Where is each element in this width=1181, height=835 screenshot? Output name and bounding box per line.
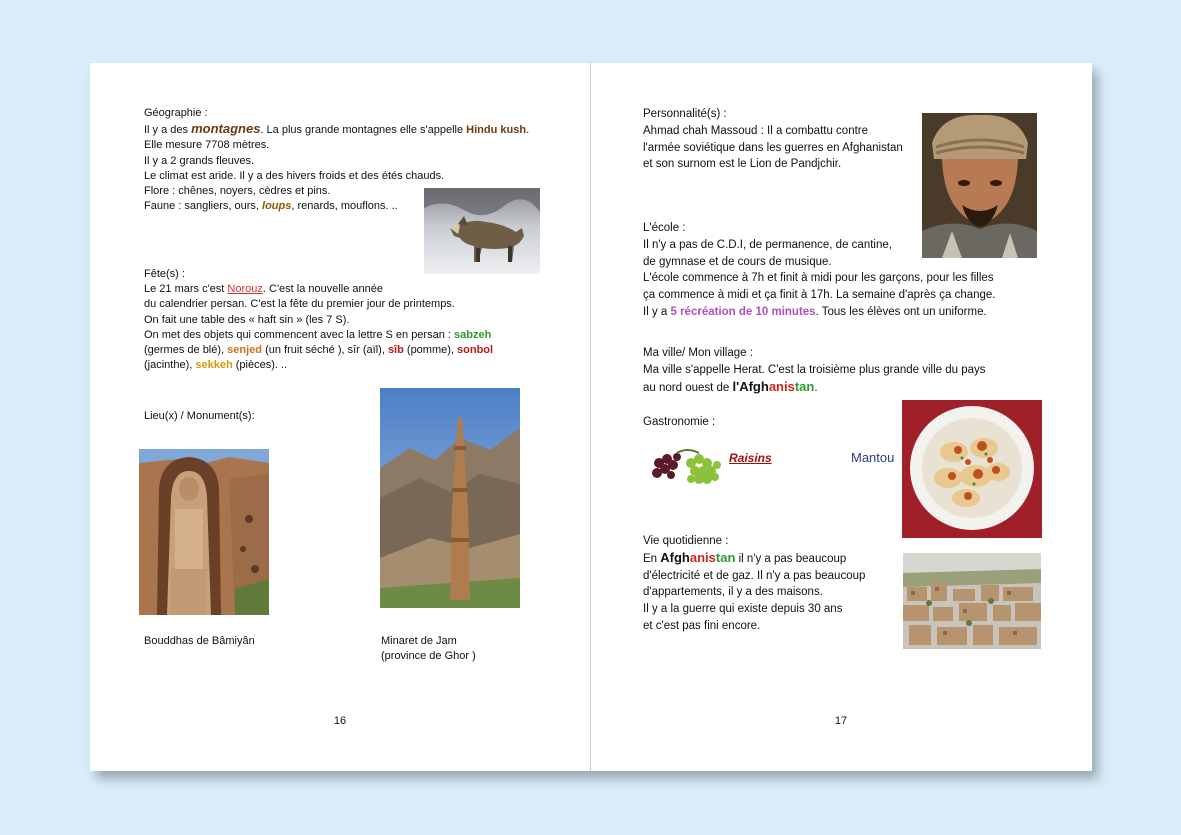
page-number-17: 17 — [834, 715, 848, 727]
vie-title: Vie quotidienne : — [643, 535, 729, 547]
ecole-line-2: de gymnase et de cours de musique. — [643, 255, 832, 268]
caption-bouddhas: Bouddhas de Bâmiyân — [144, 635, 255, 647]
ecole-line-4: ça commence à midi et ça finit à 17h. La semaine d'après ça change. — [643, 289, 996, 302]
gastro-section — [643, 414, 715, 431]
sabzeh-word: sabzeh — [454, 328, 492, 341]
vie-line-5: et c'est pas fini encore. — [643, 619, 761, 632]
vie-section — [643, 533, 865, 635]
hindu-kush-word: Hindu kush — [466, 124, 527, 137]
geo-line-1: Il y a des montagnes. La plus grande montagnes elle s'appelle Hindu kush. — [144, 121, 530, 137]
norouz-link[interactable]: Norouz — [227, 283, 263, 296]
caption-minaret — [381, 634, 476, 664]
vie-line-1: En Afghanistan il n'y a pas beaucoup — [643, 549, 847, 565]
sekkeh-word: sekkeh — [195, 359, 233, 372]
fete-line-3: On fait une table des « haft sin » (les 7 S). — [144, 313, 350, 326]
fete-line-1: Le 21 mars c'est Norouz. C'est la nouvelle année — [144, 283, 384, 296]
geo-line-4: Le climat est aride. Il y a des hivers froids et des étés chauds. — [144, 169, 445, 182]
gastro-title: Gastronomie : — [643, 416, 716, 428]
geo-line-3: Il y a 2 grands fleuves. — [144, 154, 255, 167]
caption-minaret-line-1: Minaret de Jam — [381, 635, 457, 647]
perso-title: Personnalité(s) : — [643, 108, 727, 120]
ecole-line-3: L'école commence à 7h et finit à midi pour les garçons, pour les filles — [643, 272, 994, 285]
perso-line-2: l'armée soviétique dans les guerres en Afghanistan — [643, 141, 903, 154]
perso-line-3: et son surnom est le Lion de Pandjchir. — [643, 158, 842, 171]
vie-line-2: d'électricité et de gaz. Il n'y a pas beaucoup — [643, 569, 866, 582]
ecole-section — [643, 220, 996, 321]
geo-line-6: Faune : sangliers, ours, loups, renards, mouflons. .. — [144, 200, 398, 213]
sib-word: sîb — [387, 344, 404, 357]
caption-minaret-line-2: (province de Ghor ) — [381, 650, 476, 662]
grapes-photo — [647, 447, 731, 491]
perso-section — [643, 106, 903, 173]
fete-line-4: On met des objets qui commencent avec la lettre S en persan : sabzeh — [144, 328, 492, 341]
fete-title: Fête(s) : — [144, 268, 185, 280]
fete-line-2: du calendrier persan. C'est la fête du premier jour de printemps. — [144, 298, 455, 311]
lieux-section — [144, 409, 255, 424]
herat-photo — [903, 553, 1041, 649]
buddha-photo — [139, 449, 269, 615]
recreation-text: 5 récréation de 10 minutes — [670, 305, 816, 318]
ecole-title: L'école : — [643, 222, 686, 234]
ville-line-1: Ma ville s'appelle Herat. C'est la troisième plus grande ville du pays — [643, 363, 986, 376]
fete-line-5: (germes de blé), senjed (un fruit séché ), sîr (aïl), sîb (pomme), sonbol — [144, 344, 494, 357]
sonbol-word: sonbol — [457, 344, 494, 357]
montagnes-word: montagnes — [191, 121, 261, 137]
page-number-16: 16 — [333, 715, 347, 727]
vie-line-3: d'appartements, il y a des maisons. — [643, 586, 823, 599]
ville-title: Ma ville/ Mon village : — [643, 347, 753, 359]
geo-line-2: Elle mesure 7708 mètres. — [144, 139, 270, 152]
ville-section — [643, 345, 986, 396]
fete-line-6: (jacinthe), sekkeh (pièces). .. — [144, 359, 288, 372]
ecole-line-1: Il n'y a pas de C.D.I, de permanence, de cantine, — [643, 238, 892, 251]
vie-line-4: Il y a la guerre qui existe depuis 30 ans — [643, 603, 843, 616]
senjed-word: senjed — [227, 344, 263, 357]
page-16 — [90, 63, 590, 771]
wolf-photo — [424, 188, 540, 274]
mantou-label: Mantou — [851, 450, 895, 465]
loups-word: loups — [262, 200, 292, 213]
minaret-photo — [380, 388, 520, 608]
geography-title: Géographie : — [144, 107, 208, 119]
fete-section — [144, 267, 493, 373]
geo-line-5: Flore : chênes, noyers, cèdres et pins. — [144, 185, 331, 198]
page-17 — [591, 63, 1091, 771]
ecole-line-5: Il y a 5 récréation de 10 minutes. Tous les élèves ont un uniforme. — [643, 305, 987, 318]
ville-line-2: au nord ouest de l'Afghanistan. — [643, 378, 818, 394]
raisins-label[interactable]: Raisins — [729, 451, 772, 465]
mantou-photo — [902, 400, 1042, 538]
lieux-title: Lieu(x) / Monument(s): — [144, 410, 255, 422]
perso-line-1: Ahmad chah Massoud : Il a combattu contre — [643, 124, 869, 137]
book-spread — [90, 63, 1092, 771]
